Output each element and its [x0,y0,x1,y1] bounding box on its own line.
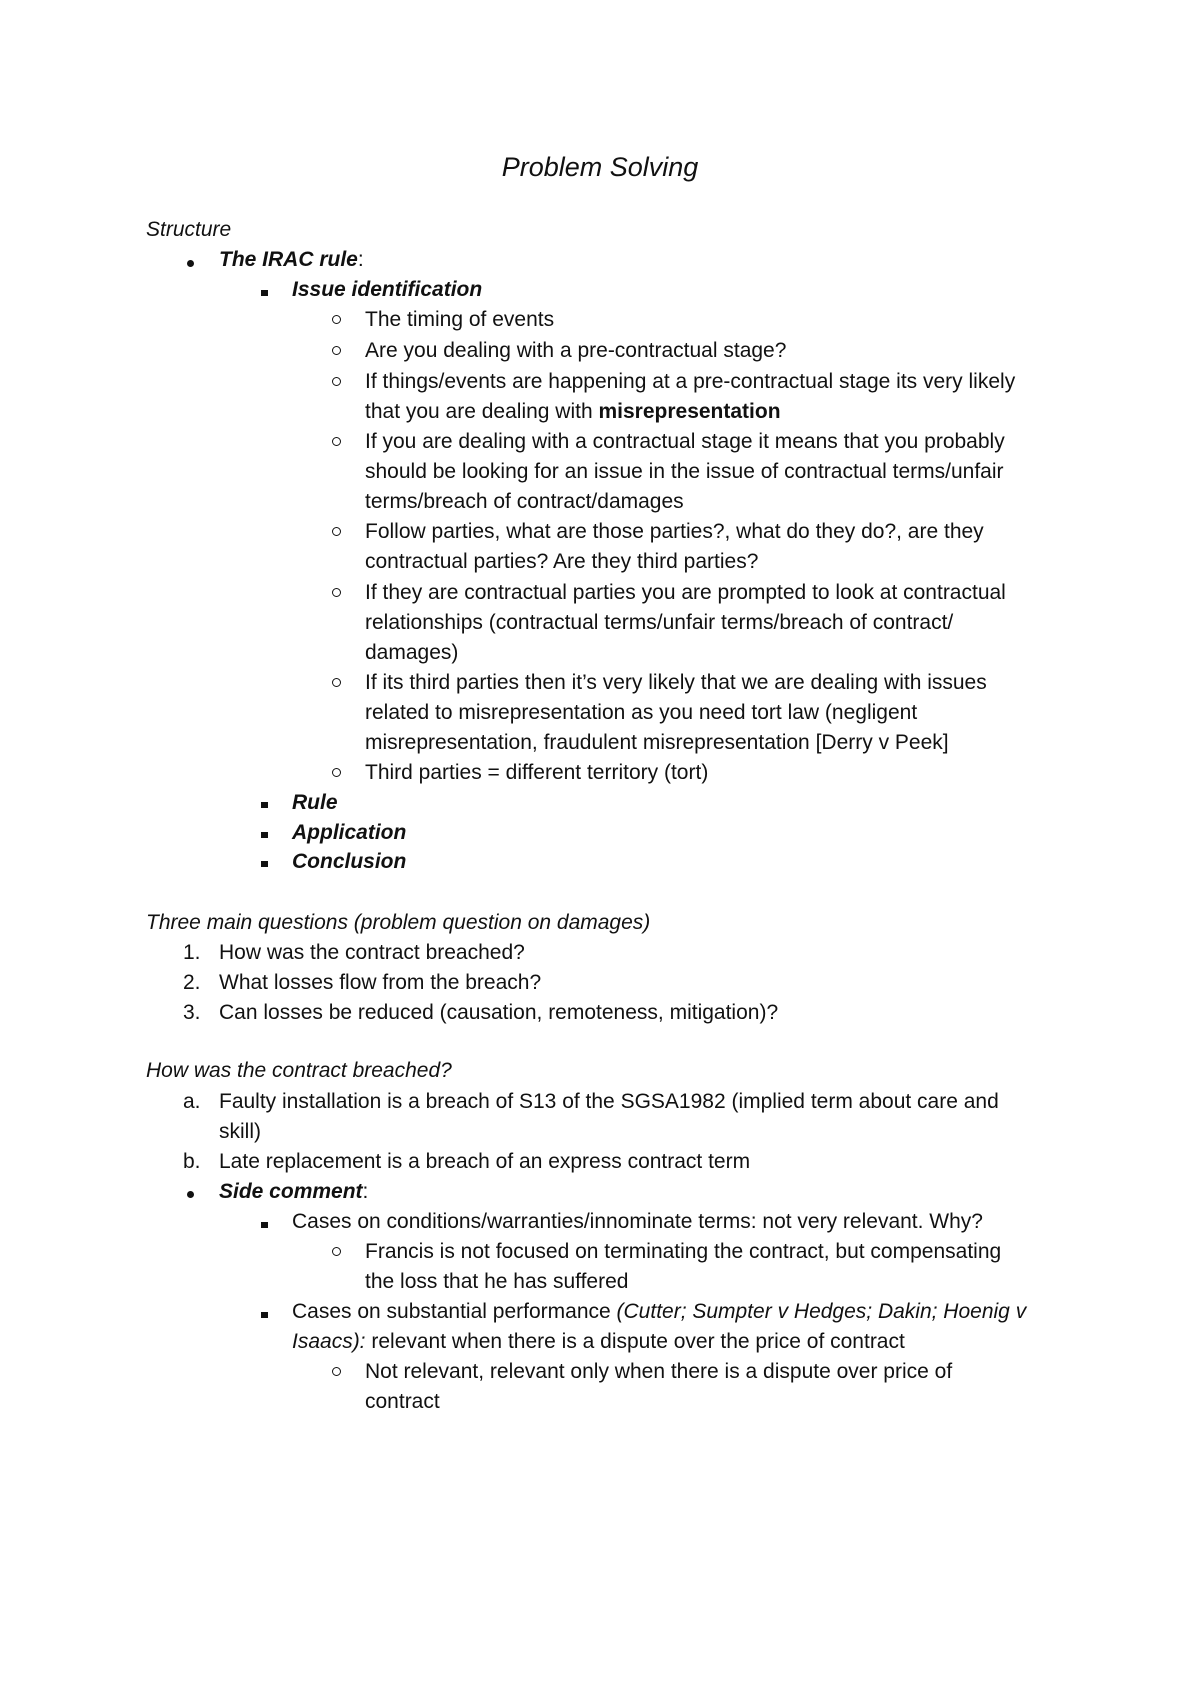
bullet-square-icon [261,861,268,867]
side-comment-subpoint: Francis is not focused on terminating the contract, but compensating [365,1240,1002,1263]
irac-label: The IRAC rule [219,248,358,271]
side-comment-colon: : [362,1180,369,1203]
side-comment-subpoint-continued: the loss that he has suffered [365,1270,629,1293]
side-comment-point [292,1297,1026,1327]
side-comment-text: relevant when there is a dispute over the price of contract [365,1330,905,1353]
bullet-circle-icon [332,346,341,355]
list-letter: a. [183,1090,201,1113]
question-item: What losses flow from the breach? [219,971,542,994]
issue-identification-label: Issue identification [292,278,483,301]
list-number: 1. [183,941,201,964]
breach-item: Late replacement is a breach of an express contract term [219,1150,751,1173]
case-citations: Isaacs): [292,1330,366,1353]
issue-point: If you are dealing with a contractual stage it means that you probably [365,430,1005,453]
issue-point-continued: relationships (contractual terms/unfair terms/breach of contract/ [365,611,954,634]
question-item: Can losses be reduced (causation, remoteness, mitigation)? [219,1001,779,1024]
bullet-circle-icon [332,527,341,536]
issue-point: If things/events are happening at a pre-contractual stage its very likely [365,370,1016,393]
issue-point-continued [365,397,781,427]
issue-point-continued: terms/breach of contract/damages [365,490,684,513]
page-title: Problem Solving [501,152,699,182]
substantial-performance-text: Cases on substantial performance [292,1300,617,1323]
irac-item [219,245,364,275]
breach-item: Faulty installation is a breach of S13 of the SGSA1982 (implied term about care and [219,1090,999,1113]
bullet-dot-icon [187,1191,194,1198]
issue-point: The timing of events [365,308,555,331]
side-comment-item [219,1177,368,1207]
bullet-circle-icon [332,315,341,324]
side-comment-label: Side comment [219,1180,363,1203]
issue-point-continued: should be looking for an issue in the issue of contractual terms/unfair [365,460,1004,483]
issue-point-continued: misrepresentation, fraudulent misrepresentation [Derry v Peek] [365,731,949,754]
issue-point: If its third parties then it’s very likely that we are dealing with issues [365,671,987,694]
case-citations: (Cutter; Sumpter v Hedges; Dakin; Hoenig v [616,1300,1027,1323]
structure-heading: Structure [146,218,232,241]
bullet-dot-icon [187,260,194,267]
issue-point: Are you dealing with a pre-contractual stage? [365,339,787,362]
issue-point-continued: damages) [365,641,459,664]
questions-heading: Three main questions (problem question on damages) [146,911,651,934]
bullet-circle-icon [332,588,341,597]
bullet-circle-icon [332,768,341,777]
conclusion-label: Conclusion [292,850,407,873]
side-comment-point-continued [292,1327,905,1357]
side-comment-subpoint-continued: contract [365,1390,440,1413]
question-item: How was the contract breached? [219,941,525,964]
bullet-circle-icon [332,437,341,446]
side-comment-subpoint: Not relevant, relevant only when there is a dispute over price of [365,1360,953,1383]
issue-point-text: that you are dealing with [365,400,599,423]
bullet-square-icon [261,1222,268,1228]
bullet-circle-icon [332,377,341,386]
list-number: 3. [183,1001,201,1024]
bullet-circle-icon [332,678,341,687]
issue-point: Follow parties, what are those parties?, what do they do?, are they [365,520,984,543]
issue-point-continued: related to misrepresentation as you need tort law (negligent [365,701,918,724]
bullet-square-icon [261,290,268,296]
issue-point: If they are contractual parties you are prompted to look at contractual [365,581,1006,604]
side-comment-point: Cases on conditions/warranties/innominate terms: not very relevant. Why? [292,1210,983,1233]
bullet-circle-icon [332,1367,341,1376]
rule-label: Rule [292,791,338,814]
bullet-square-icon [261,1312,268,1318]
issue-point-continued: contractual parties? Are they third parties? [365,550,759,573]
bullet-circle-icon [332,1247,341,1256]
issue-point: Third parties = different territory (tort) [365,761,709,784]
application-label: Application [292,821,407,844]
breach-heading: How was the contract breached? [146,1059,452,1082]
bullet-square-icon [261,802,268,808]
misrepresentation-bold: misrepresentation [598,400,781,423]
irac-colon: : [357,248,364,271]
breach-item-continued: skill) [219,1120,261,1143]
bullet-square-icon [261,832,268,838]
list-number: 2. [183,971,201,994]
list-letter: b. [183,1150,201,1173]
